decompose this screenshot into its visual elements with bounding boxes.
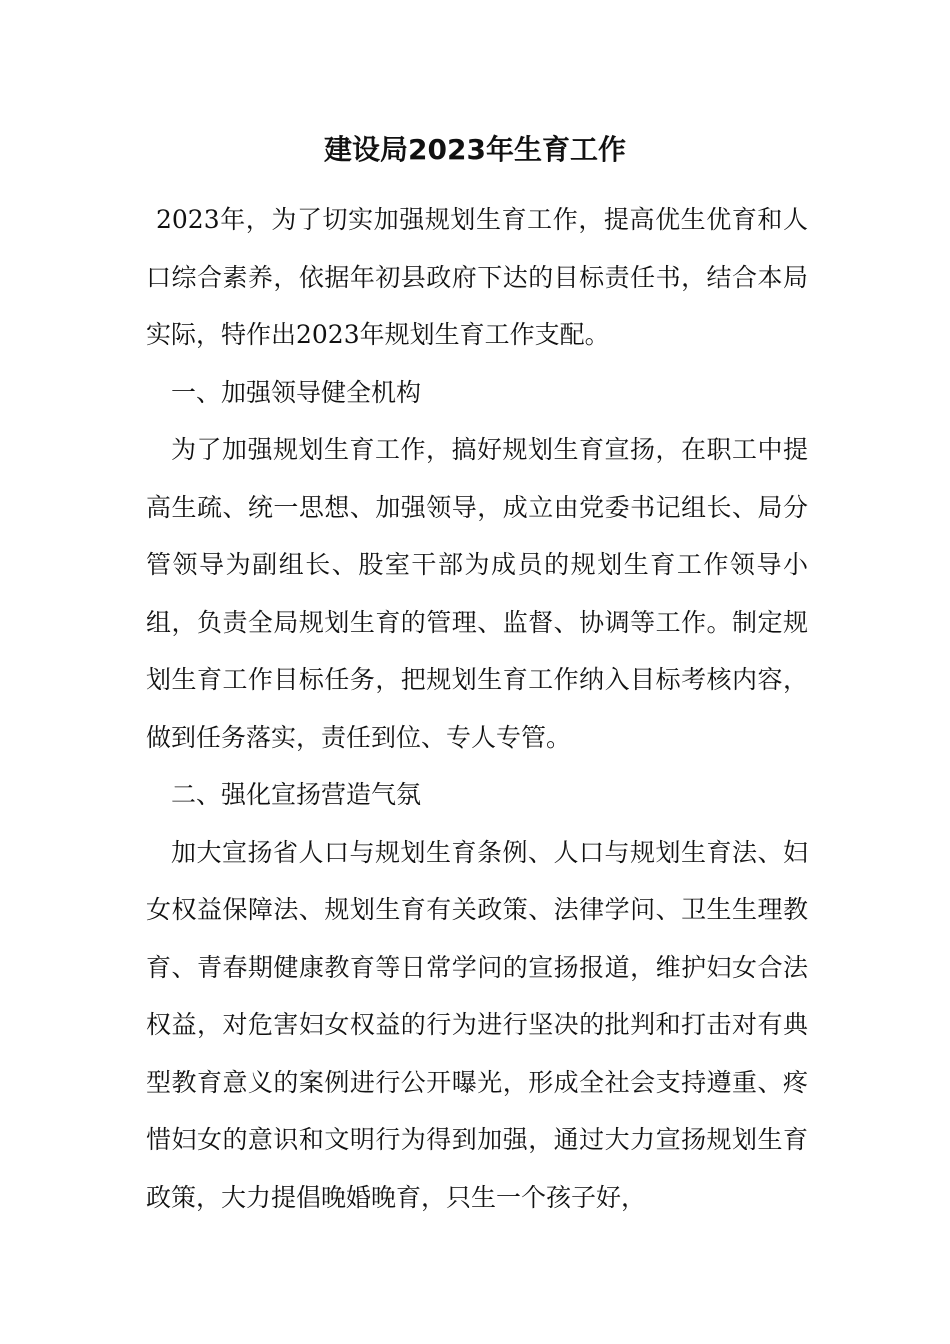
page-title: 建设局2023年生育工作	[324, 133, 626, 166]
section-heading-1: 一、加强领导健全机构	[171, 377, 422, 407]
section-2-paragraph: 加大宣扬省人口与规划生育条例、人口与规划生育法、妇女权益保障法、规划生育有关政策、法律学问、卫生生理教育、青春期健康教育等日常学问的宣扬报道，维护妇女合法权益，对危害妇女权益的行为进行坚决的批判和打击对有典型教育意义的案例进行公开曝光，形成全社会支持遵重、疼惜妇女的意识和文明行为得到加强，通过大力宣扬规划生育政策，大力提倡晚婚晚育，只生一个孩子好，	[146, 837, 808, 1212]
document-body	[146, 191, 808, 1226]
intro-paragraph: 2023年，为了切实加强规划生育工作，提高优生优育和人口综合素养，依据年初县政府下达的目标责任书，结合本局实际，特作出2023年规划生育工作支配。	[146, 205, 808, 349]
section-heading-2: 二、强化宣扬营造气氛	[171, 780, 422, 809]
section-1-paragraph: 为了加强规划生育工作，搞好规划生育宣扬，在职工中提高生疏、统一思想、加强领导，成立由党委书记组长、局分管领导为副组长、股室干部为成员的规划生育工作领导小组，负责全局规划生育的管理、监督、协调等工作。制定规划生育工作目标任务，把规划生育工作纳入目标考核内容，做到任务落实，责任到位、专人专管。	[146, 435, 808, 752]
